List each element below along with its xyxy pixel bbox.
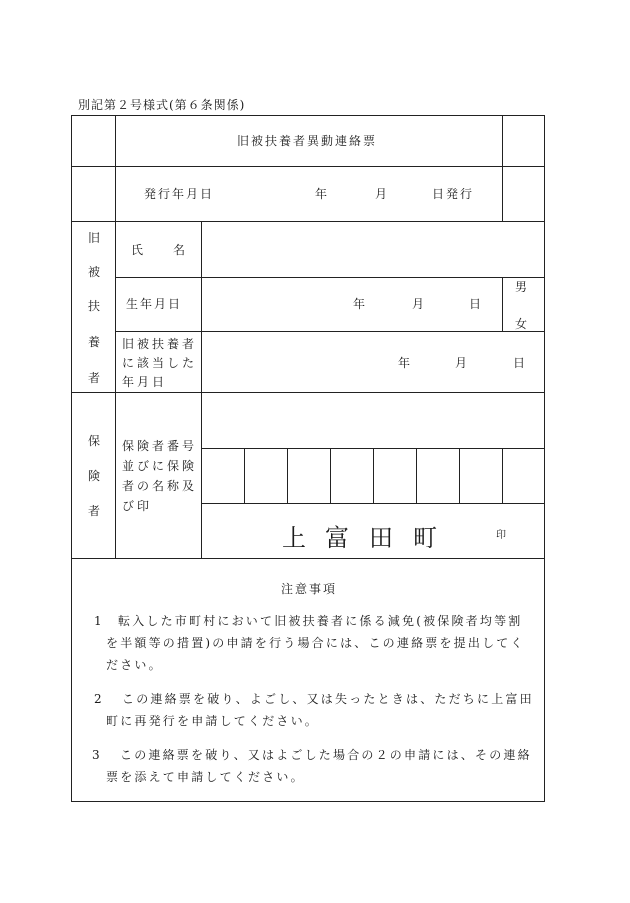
dependency-date-label-2: に該当した: [122, 356, 198, 370]
issue-month: 月: [375, 187, 390, 201]
dependency-date-label-3: 年月日: [122, 375, 168, 389]
issue-date-label: 発行年月日: [144, 187, 215, 201]
dependency-day: 日: [513, 356, 528, 370]
insurer-desc-3: 者の名称及: [122, 479, 198, 493]
name-label: 氏 名: [131, 243, 188, 257]
town-name-char-4: 町: [413, 524, 437, 552]
insurer-side-label-1: 保: [88, 434, 103, 448]
dependency-year: 年: [398, 356, 413, 370]
note-1-line-2: を半額等の措置)の申請を行う場合には、この連絡票を提出してく: [106, 636, 525, 650]
dependent-side-label-3: 扶: [88, 299, 103, 313]
dependent-side-label-4: 養: [88, 335, 103, 349]
birth-date-label: 生年月日: [126, 297, 183, 311]
issue-year: 年: [315, 187, 330, 201]
note-2-line-1: この連絡票を破り、よごし、又は失ったときは、ただちに上富田: [122, 692, 534, 706]
insurer-desc-4: び印: [122, 499, 153, 513]
dependent-side-label-5: 者: [88, 371, 103, 385]
gender-female: 女: [515, 317, 530, 331]
dependent-side-label-2: 被: [88, 265, 103, 279]
seal-mark: 印: [496, 530, 508, 541]
birth-month: 月: [412, 297, 427, 311]
issue-day: 日発行: [432, 187, 475, 201]
gender-male: 男: [515, 280, 530, 294]
insurer-side-label-2: 険: [88, 469, 103, 483]
insurer-side-label-3: 者: [88, 504, 103, 518]
town-name-char-2: 富: [325, 524, 349, 552]
town-name-char-1: 上: [282, 524, 306, 552]
note-2-number: 2: [94, 692, 104, 706]
note-3-line-1: この連絡票を破り、又はよごした場合の２の申請には、その連絡: [120, 748, 532, 762]
insurer-desc-2: 並びに保険: [122, 459, 198, 473]
insurer-desc-1: 保険者番号: [122, 439, 198, 453]
town-name-char-3: 田: [369, 524, 393, 552]
dependency-date-label-1: 旧被扶養者: [122, 337, 198, 351]
note-3-line-2: 票を添えて申請してください。: [106, 770, 305, 784]
note-1-line-3: ださい。: [106, 658, 163, 672]
form-number-label: 別記第２号様式(第６条関係): [78, 98, 246, 112]
note-1-number: 1: [94, 614, 104, 628]
note-1-line-1: 転入した市町村において旧被扶養者に係る減免(被保険者均等割: [118, 614, 523, 628]
birth-year: 年: [353, 297, 368, 311]
note-3-number: 3: [92, 748, 102, 762]
form-title: 旧被扶養者異動連絡票: [237, 134, 378, 148]
dependency-month: 月: [455, 356, 470, 370]
note-2-line-2: 町に再発行を申請してください。: [106, 714, 320, 728]
notes-title: 注意事項: [281, 582, 338, 596]
birth-day: 日: [469, 297, 484, 311]
dependent-side-label-1: 旧: [88, 231, 103, 245]
